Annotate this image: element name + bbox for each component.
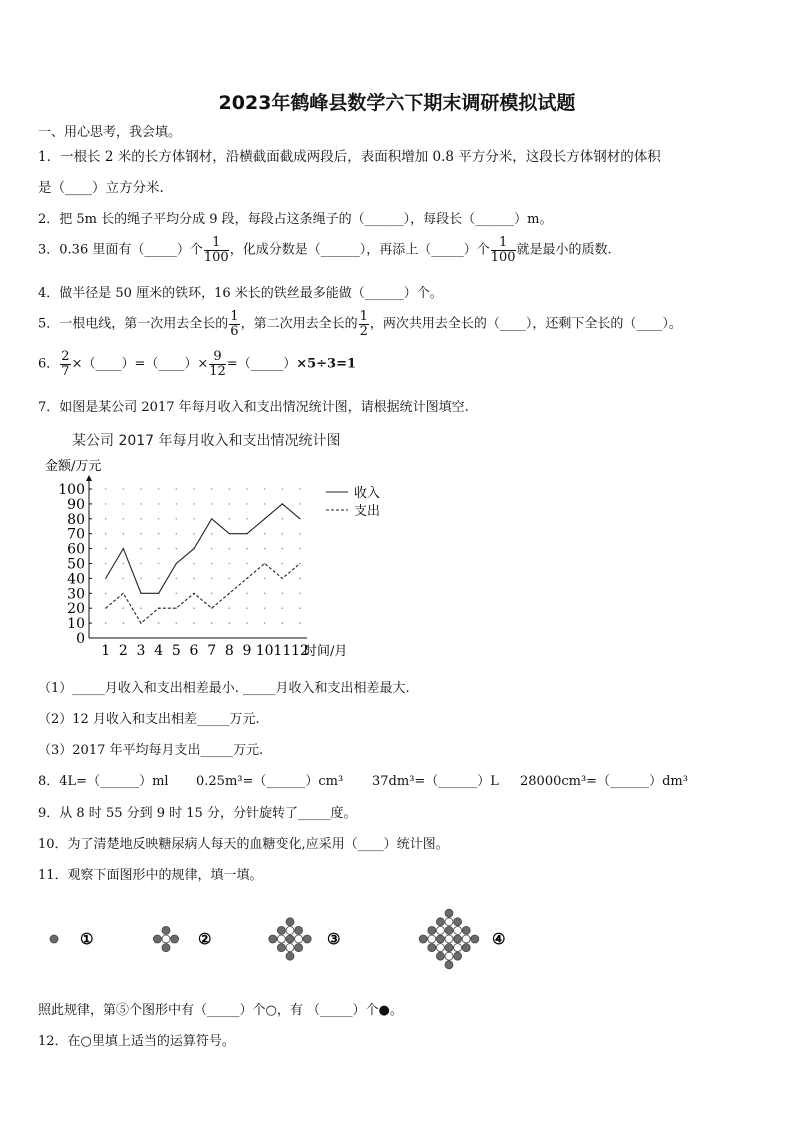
filled-dot xyxy=(428,926,436,934)
hollow-dot xyxy=(286,944,294,952)
grid-dot xyxy=(140,548,142,550)
grid-dot xyxy=(299,488,301,490)
fraction-denominator: 2 xyxy=(359,323,368,339)
grid-dot xyxy=(264,622,266,624)
hollow-dot xyxy=(462,935,470,943)
grid-dot xyxy=(176,533,178,535)
question-3-part-b: ，化成分数是（______），再添上（_____）个 xyxy=(229,242,490,258)
filled-dot xyxy=(295,926,303,934)
pattern-figure-1 xyxy=(50,930,93,948)
fraction-9-12 xyxy=(209,350,226,378)
grid-dot xyxy=(123,563,125,565)
grid-dot xyxy=(105,622,107,624)
grid-dot xyxy=(299,578,301,580)
filled-dot xyxy=(269,935,277,943)
grid-dot xyxy=(246,607,248,609)
grid-dot xyxy=(123,578,125,580)
grid-dot xyxy=(264,607,266,609)
question-9: 9．从 8 时 55 分到 9 时 15 分，分针旋转了_____度。 xyxy=(38,806,357,821)
chart-legend xyxy=(326,485,380,519)
grid-dot xyxy=(176,488,178,490)
question-11-followup: 照此规律，第⑤个图形中有（_____）个○，有 （_____）个●。 xyxy=(38,1003,403,1018)
question-7-sub-2: （2）12 月收入和支出相差_____万元. xyxy=(38,712,260,727)
grid-dot xyxy=(229,607,231,609)
fraction-numerator: 1 xyxy=(204,236,229,251)
question-1-line-1: 1．一根长 2 米的长方体钢材，沿横截面截成两段后，表面积增加 0.8 平方分米，这段长方体钢材的体积 xyxy=(38,149,661,165)
chart-title: 某公司 2017 年每月收入和支出情况统计图 xyxy=(72,433,341,449)
fraction-denominator: 7 xyxy=(61,363,70,379)
filled-dot xyxy=(445,961,453,969)
y-tick-label: 50 xyxy=(67,556,85,573)
grid-dot xyxy=(211,563,213,565)
question-10: 10．为了清楚地反映糖尿病人每天的血糖变化,应采用（____）统计图。 xyxy=(38,837,449,852)
question-7: 7．如图是某公司 2017 年每月收入和支出情况统计图，请根据统计图填空. xyxy=(38,400,469,415)
y-tick-label: 30 xyxy=(67,586,85,603)
grid-dot xyxy=(105,503,107,505)
fraction-numerator: 2 xyxy=(61,349,70,364)
filled-dot xyxy=(277,926,285,934)
grid-dot xyxy=(158,622,160,624)
filled-dot xyxy=(286,952,294,960)
question-8-part-4: 28000cm³=（______）dm³ xyxy=(520,774,688,789)
x-tick-label: 9 xyxy=(242,643,252,659)
question-2: 2．把 5m 长的绳子平均分成 9 段，每段占这条绳子的（______），每段长（______）m。 xyxy=(38,212,553,227)
question-3-part-c: 就是最小的质数. xyxy=(516,242,612,258)
grid-dot xyxy=(158,488,160,490)
grid-dot xyxy=(264,578,266,580)
question-8-part-1: 8．4L=（______）ml xyxy=(38,774,169,789)
question-6 xyxy=(38,350,356,378)
hollow-dot xyxy=(445,935,453,943)
filled-dot xyxy=(286,918,294,926)
fraction-numerator: 9 xyxy=(209,350,226,365)
y-tick-labels xyxy=(58,482,85,647)
x-tick-label: 3 xyxy=(136,643,146,659)
grid-dot xyxy=(229,622,231,624)
grid-dot xyxy=(211,548,213,550)
dot-pattern-figures xyxy=(40,896,520,976)
hollow-dot xyxy=(454,926,462,934)
filled-dot xyxy=(445,926,453,934)
grid-dot xyxy=(299,622,301,624)
y-tick-label: 0 xyxy=(76,631,85,647)
question-3-part-a: 3．0.36 里面有（_____）个 xyxy=(38,242,203,258)
grid-dot xyxy=(299,533,301,535)
hollow-dot xyxy=(295,935,303,943)
grid-dot xyxy=(211,622,213,624)
grid-dot xyxy=(246,548,248,550)
question-7-sub-3: （3）2017 年平均每月支出_____万元. xyxy=(38,743,264,758)
hollow-dot xyxy=(286,926,294,934)
filled-dot xyxy=(454,918,462,926)
hollow-dot xyxy=(162,935,170,943)
grid-dot xyxy=(229,518,231,520)
x-tick-label: 12 xyxy=(291,643,309,659)
grid-dot xyxy=(282,533,284,535)
grid-dot xyxy=(211,533,213,535)
question-5-part-c: ，两次共用去全长的（____），还剩下全长的（____）。 xyxy=(369,316,682,332)
grid-dot xyxy=(229,503,231,505)
x-tick-label: 6 xyxy=(189,643,199,659)
grid-dot xyxy=(158,533,160,535)
filled-dot xyxy=(436,935,444,943)
grid-dot xyxy=(282,548,284,550)
hollow-dot xyxy=(454,944,462,952)
question-6-part-a: ×（____）=（____）× xyxy=(71,356,209,372)
fraction-numerator: 1 xyxy=(230,309,239,324)
section-heading: 一、用心思考，我会填。 xyxy=(38,125,182,140)
grid-dot xyxy=(140,607,142,609)
grid-dot xyxy=(193,622,195,624)
grid-dot xyxy=(229,488,231,490)
filled-dot xyxy=(419,935,427,943)
grid-dot xyxy=(264,593,266,595)
grid-dot xyxy=(193,518,195,520)
figure-label: ③ xyxy=(327,930,341,948)
page-title: 2023年鹤峰县数学六下期末调研模拟试题 xyxy=(218,92,576,114)
y-axis-label: 金额/万元 xyxy=(45,459,102,474)
series-line-expense xyxy=(106,564,300,624)
pattern-figure-4 xyxy=(419,909,505,969)
grid-dot xyxy=(299,593,301,595)
grid-dot xyxy=(264,488,266,490)
figure-label: ① xyxy=(80,930,94,948)
series-line-income xyxy=(106,504,300,593)
grid-dot xyxy=(211,488,213,490)
filled-dot xyxy=(286,935,294,943)
fraction-denominator: 12 xyxy=(209,363,226,379)
figure-label: ② xyxy=(198,930,212,948)
question-6-part-c: ×5÷3=1 xyxy=(296,356,357,372)
question-5-part-b: ，第二次用去全长的 xyxy=(240,316,358,332)
grid-dot xyxy=(211,578,213,580)
x-tick-label: 4 xyxy=(154,643,164,659)
x-tick-label: 1 xyxy=(101,643,111,659)
hollow-dot xyxy=(436,944,444,952)
grid-dot xyxy=(193,503,195,505)
grid-dot xyxy=(123,488,125,490)
y-tick-label: 80 xyxy=(67,511,85,528)
question-7-sub-1: （1）_____月收入和支出相差最小. _____月收入和支出相差最大. xyxy=(38,681,410,696)
filled-dot xyxy=(445,909,453,917)
grid-dot xyxy=(193,488,195,490)
grid-dot xyxy=(282,607,284,609)
grid-dot xyxy=(229,548,231,550)
grid-dot xyxy=(264,563,266,565)
grid-dot xyxy=(246,518,248,520)
filled-dot xyxy=(462,926,470,934)
grid-dot xyxy=(140,488,142,490)
filled-dot xyxy=(303,935,311,943)
x-tick-label: 10 xyxy=(255,643,274,659)
fraction-denominator: 100 xyxy=(490,249,516,265)
x-tick-label: 11 xyxy=(273,643,292,659)
grid-dot xyxy=(246,593,248,595)
grid-dot xyxy=(264,533,266,535)
grid-dot xyxy=(193,607,195,609)
grid-dot xyxy=(211,593,213,595)
pattern-figure-3 xyxy=(269,918,341,960)
grid-dot xyxy=(158,503,160,505)
question-1-line-2: 是（____）立方分米. xyxy=(38,180,164,196)
filled-dot xyxy=(454,935,462,943)
hollow-dot xyxy=(445,918,453,926)
x-axis-label: 时间/月 xyxy=(304,644,348,659)
grid-dot xyxy=(264,548,266,550)
x-tick-labels xyxy=(101,643,309,659)
fraction-2-7 xyxy=(60,350,70,378)
x-tick-label: 2 xyxy=(118,643,128,659)
grid-dot xyxy=(193,578,195,580)
y-tick-label: 60 xyxy=(67,541,85,558)
grid-dot xyxy=(246,622,248,624)
legend-label: 支出 xyxy=(354,504,381,519)
filled-dot xyxy=(428,944,436,952)
pattern-figures-group xyxy=(50,909,505,969)
filled-dot xyxy=(153,935,161,943)
figure-label: ④ xyxy=(492,930,506,948)
grid-dot xyxy=(140,563,142,565)
grid-dot xyxy=(299,548,301,550)
fraction-numerator: 1 xyxy=(491,236,516,251)
grid-dot xyxy=(105,548,107,550)
grid-dot xyxy=(140,533,142,535)
grid-dot xyxy=(176,548,178,550)
y-tick-label: 10 xyxy=(67,616,85,633)
fraction-1-2 xyxy=(359,310,369,338)
pattern-figure-2 xyxy=(153,926,211,951)
grid-dot xyxy=(211,503,213,505)
hollow-dot xyxy=(445,952,453,960)
grid-dot xyxy=(264,503,266,505)
grid-dot xyxy=(246,488,248,490)
y-tick-label: 100 xyxy=(58,482,85,498)
y-tick-label: 90 xyxy=(67,496,85,513)
grid-dot xyxy=(123,533,125,535)
grid-dot xyxy=(229,578,231,580)
chart-grid xyxy=(105,488,301,624)
question-8-part-3: 37dm³=（______）L xyxy=(372,774,499,789)
filled-dot xyxy=(454,952,462,960)
fraction-denominator: 100 xyxy=(203,249,229,265)
question-12: 12．在○里填上适当的运算符号。 xyxy=(38,1034,235,1049)
question-6-number: 6． xyxy=(38,356,60,372)
grid-dot xyxy=(105,593,107,595)
grid-dot xyxy=(123,518,125,520)
fraction-1-100 xyxy=(204,236,229,264)
grid-dot xyxy=(246,563,248,565)
grid-dot xyxy=(105,488,107,490)
hollow-dot xyxy=(436,926,444,934)
filled-dot xyxy=(436,952,444,960)
filled-dot xyxy=(50,935,58,943)
grid-dot xyxy=(176,578,178,580)
grid-dot xyxy=(193,563,195,565)
filled-dot xyxy=(471,935,479,943)
y-tick-label: 20 xyxy=(67,601,85,618)
question-11: 11．观察下面图形中的规律，填一填。 xyxy=(38,868,263,883)
y-tick-label: 40 xyxy=(67,571,85,588)
grid-dot xyxy=(176,503,178,505)
grid-dot xyxy=(176,593,178,595)
chart-series xyxy=(106,504,300,623)
grid-dot xyxy=(158,518,160,520)
grid-dot xyxy=(282,563,284,565)
grid-dot xyxy=(246,503,248,505)
grid-dot xyxy=(105,518,107,520)
question-5 xyxy=(38,310,682,338)
grid-dot xyxy=(282,593,284,595)
fraction-1-100-second xyxy=(491,236,516,264)
filled-dot xyxy=(171,935,179,943)
filled-dot xyxy=(162,944,170,952)
grid-dot xyxy=(123,503,125,505)
grid-dot xyxy=(282,488,284,490)
hollow-dot xyxy=(428,935,436,943)
grid-dot xyxy=(123,622,125,624)
grid-dot xyxy=(158,578,160,580)
filled-dot xyxy=(436,918,444,926)
grid-dot xyxy=(105,563,107,565)
grid-dot xyxy=(140,578,142,580)
filled-dot xyxy=(445,944,453,952)
y-axis-arrow xyxy=(86,475,92,481)
question-3 xyxy=(38,236,612,264)
grid-dot xyxy=(176,518,178,520)
line-chart xyxy=(40,452,400,666)
grid-dot xyxy=(140,518,142,520)
grid-dot xyxy=(229,563,231,565)
grid-dot xyxy=(282,622,284,624)
question-5-part-a: 5．一根电线，第一次用去全长的 xyxy=(38,316,229,332)
fraction-1-6 xyxy=(229,310,239,338)
filled-dot xyxy=(162,926,170,934)
grid-dot xyxy=(123,607,125,609)
grid-dot xyxy=(105,533,107,535)
y-tick-label: 70 xyxy=(67,526,85,543)
filled-dot xyxy=(462,944,470,952)
x-tick-label: 5 xyxy=(171,643,181,659)
grid-dot xyxy=(158,563,160,565)
x-tick-label: 8 xyxy=(224,643,234,659)
filled-dot xyxy=(277,944,285,952)
x-tick-label: 7 xyxy=(207,643,217,659)
question-8-part-2: 0.25m³=（______）cm³ xyxy=(196,774,344,789)
legend-label: 收入 xyxy=(354,486,381,501)
grid-dot xyxy=(299,503,301,505)
hollow-dot xyxy=(277,935,285,943)
fraction-numerator: 1 xyxy=(359,309,368,324)
fraction-denominator: 6 xyxy=(230,323,239,339)
filled-dot xyxy=(295,944,303,952)
grid-dot xyxy=(193,533,195,535)
grid-dot xyxy=(176,622,178,624)
question-6-part-b: =（_____） xyxy=(226,356,297,372)
grid-dot xyxy=(158,548,160,550)
grid-dot xyxy=(282,518,284,520)
question-4: 4．做半径是 50 厘米的铁环，16 米长的铁丝最多能做（______）个。 xyxy=(38,286,443,301)
grid-dot xyxy=(299,607,301,609)
grid-dot xyxy=(140,503,142,505)
